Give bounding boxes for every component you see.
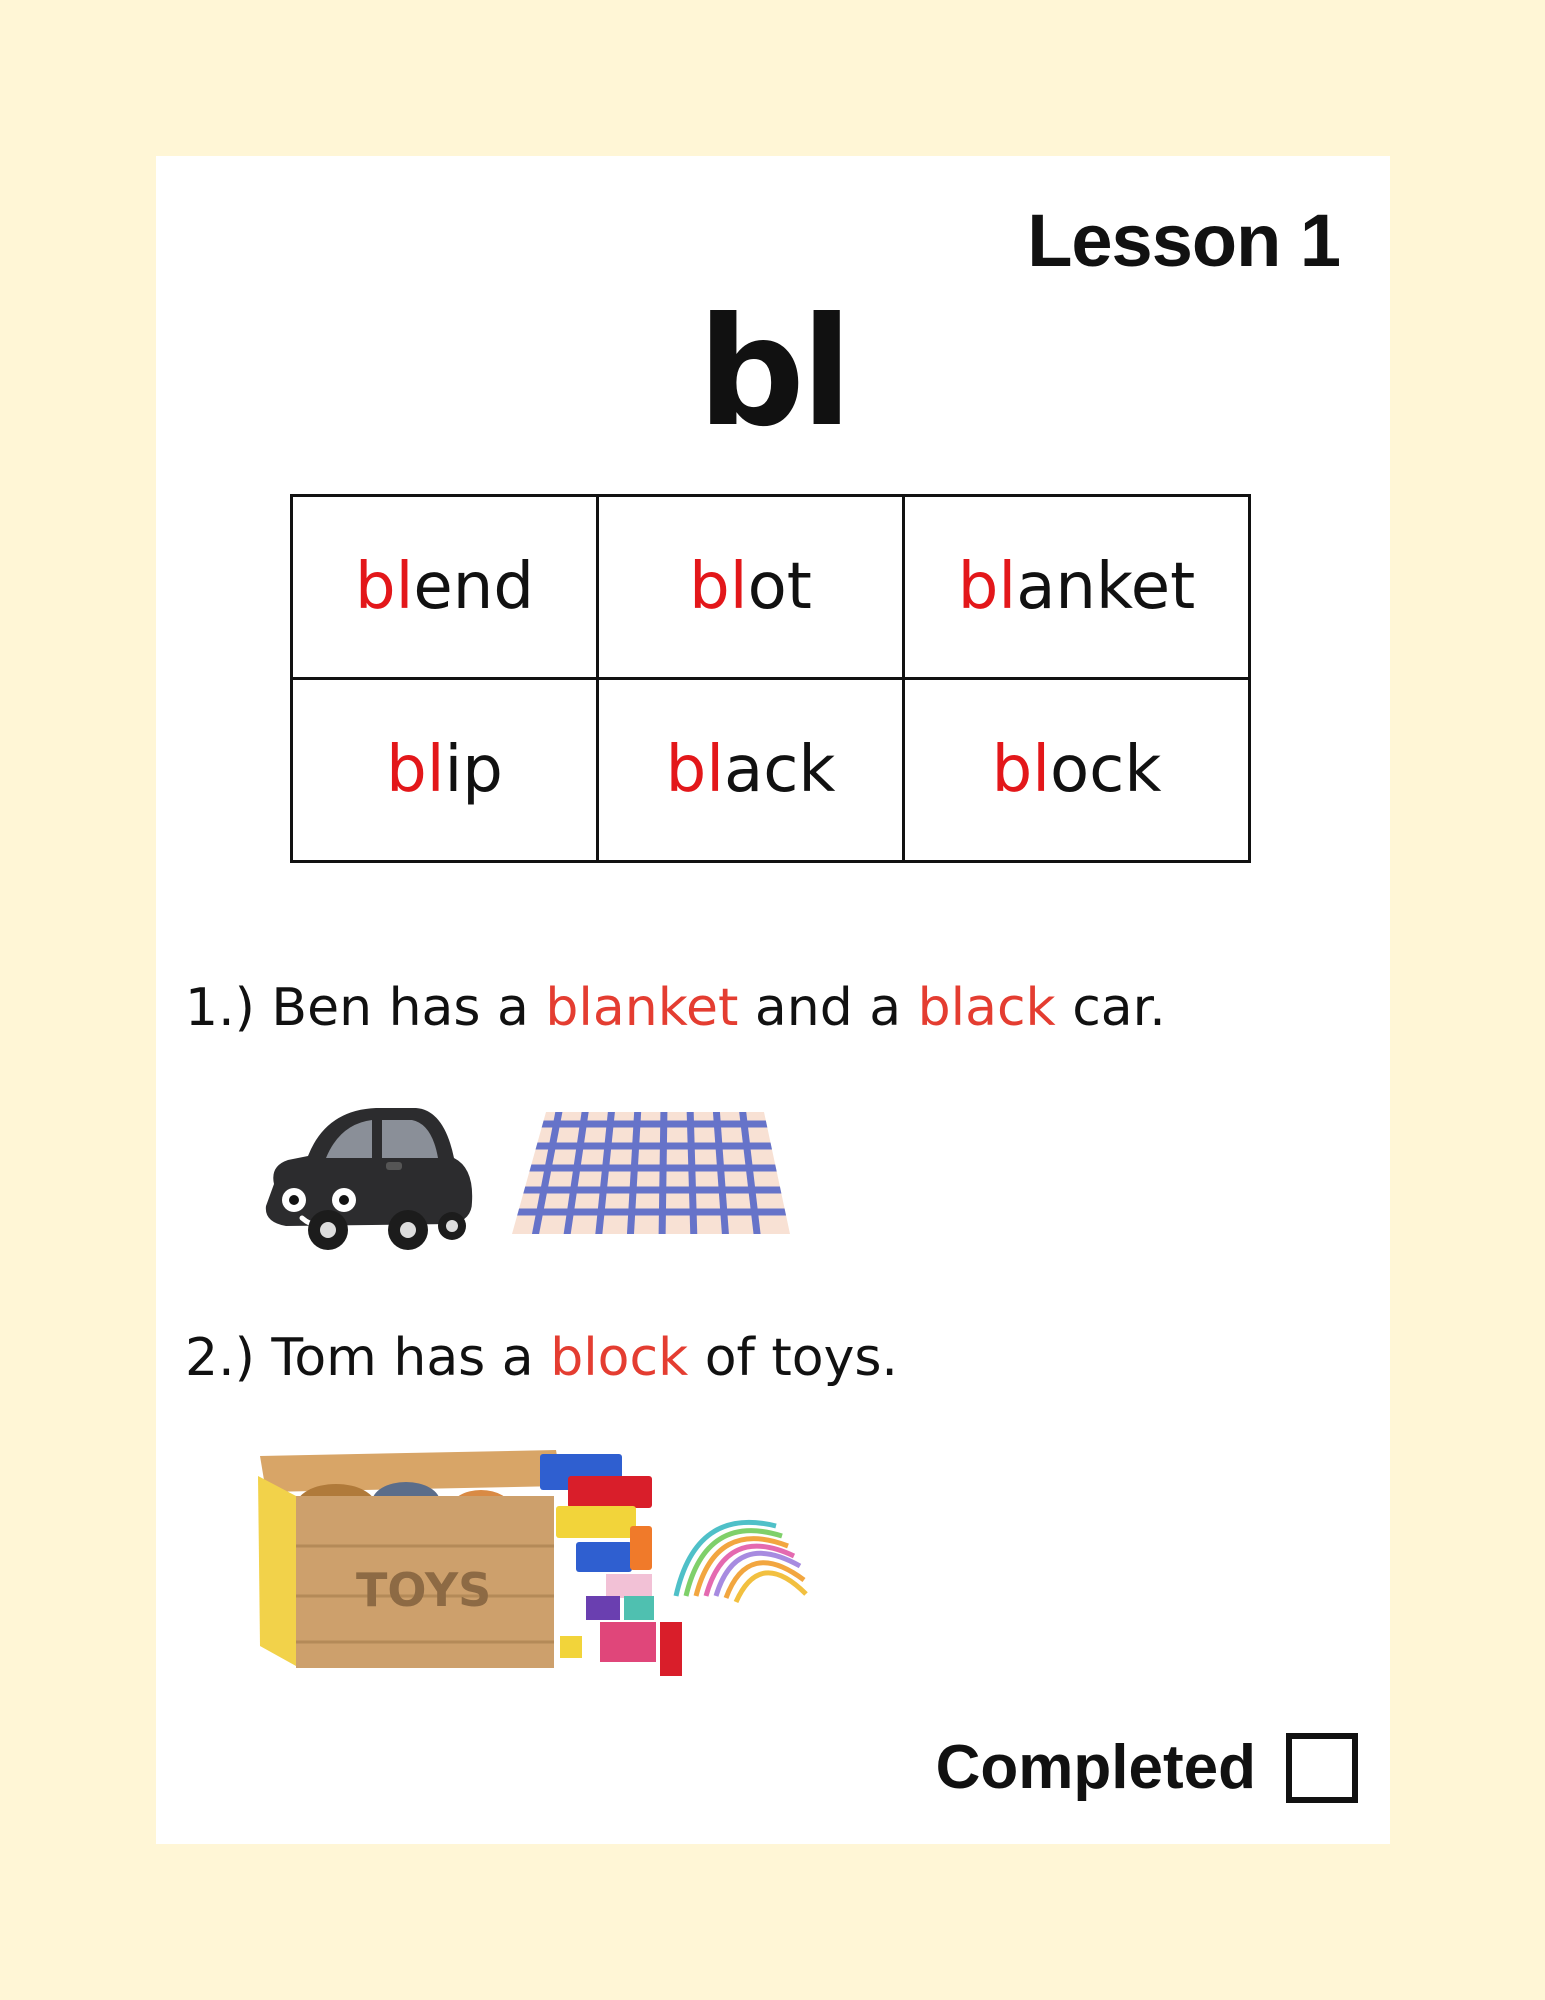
word-rest: ip (444, 733, 503, 807)
blanket-image (508, 1106, 794, 1242)
word-cell (598, 679, 904, 862)
worksheet-card (156, 156, 1390, 1844)
sentence-text: 1.) Ben has a (185, 978, 546, 1038)
word-table (290, 494, 1251, 863)
word-rest: ock (1050, 733, 1162, 807)
sentence-text: car. (1055, 978, 1166, 1038)
word-prefix: bl (665, 733, 724, 807)
word-cell (598, 496, 904, 679)
word-rest: end (413, 550, 534, 624)
word-row (292, 496, 1250, 679)
toy-box-image (256, 1446, 816, 1676)
word-rest: ot (747, 550, 812, 624)
word-prefix: bl (355, 550, 414, 624)
sentence-text: of toys. (688, 1328, 898, 1388)
word-rest: anket (1016, 550, 1196, 624)
sentence-2 (185, 1328, 898, 1388)
blend-heading: bl (697, 286, 849, 460)
toy-box-label: TOYS (356, 1563, 492, 1617)
highlight-word: black (917, 978, 1056, 1038)
black-car-image (256, 1102, 480, 1252)
highlight-word: blanket (545, 978, 739, 1038)
sentence-1 (185, 978, 1166, 1038)
word-cell (292, 496, 598, 679)
completed-label: Completed (935, 1733, 1256, 1802)
word-prefix: bl (991, 733, 1050, 807)
lesson-title: Lesson 1 (1027, 199, 1340, 282)
word-prefix: bl (957, 550, 1017, 624)
word-prefix: bl (689, 550, 748, 624)
word-prefix: bl (386, 733, 445, 807)
word-cell (292, 679, 598, 862)
highlight-word: block (550, 1328, 689, 1388)
word-cell (904, 679, 1250, 862)
sentence-text: 2.) Tom has a (185, 1328, 551, 1388)
completed-checkbox[interactable] (1286, 1733, 1358, 1803)
word-row (292, 679, 1250, 862)
completed-row (936, 1732, 1358, 1803)
word-rest: ack (723, 733, 836, 807)
word-cell (904, 496, 1250, 679)
sentence-text: and a (738, 978, 918, 1038)
